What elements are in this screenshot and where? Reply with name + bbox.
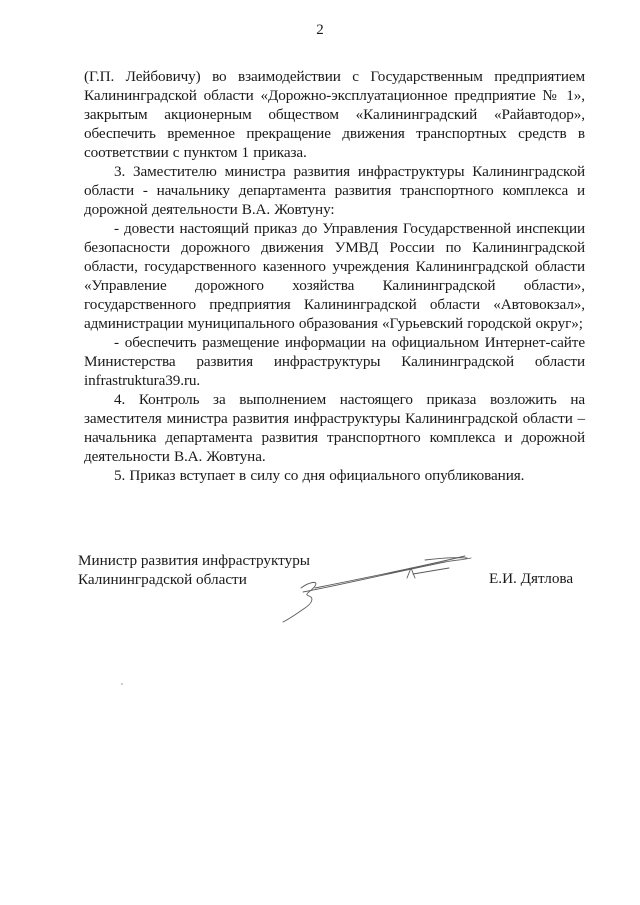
signatory-title-line-1: Министр развития инфраструктуры: [78, 552, 311, 569]
signatory-title-line-2: Калининградской области: [78, 571, 247, 588]
paragraph-subitem-notify: - довести настоящий приказ до Управления Государственной инспекции безопасности дорожного движения УМВД России по Калининградской области, государственного казенного учреждения Калининградской области «Управление дорожного хозяйства Калининградской области», государственного предприятия Калининградской области «Автовокзал», администрации муниципального образования «Гурьевский городской округ»;: [84, 220, 585, 332]
paragraph-item-4: 4. Контроль за выполнением настоящего приказа возложить на заместителя министра развития инфраструктуры Калининградской области – начальника департамента развития транспортного комплекса и дорожной деятельности В.А. Жовтуна.: [84, 391, 585, 465]
paragraph-item-3: 3. Заместителю министра развития инфраструктуры Калининградской области - начальнику департамента развития транспортного комплекса и дорожной деятельности В.А. Жовтуну:: [84, 163, 585, 218]
paragraph-continuation: (Г.П. Лейбовичу) во взаимодействии с Государственным предприятием Калининградской области «Дорожно-эксплуатационное предприятие № 1», закрытым акционерным обществом «Калининградский «Райавтодор», обеспечить временное прекращение движения транспортных средств в соответствии с пунктом 1 приказа.: [84, 68, 585, 161]
scan-speck: [121, 683, 123, 685]
document-body: [84, 67, 585, 485]
paragraph-subitem-publish: - обеспечить размещение информации на официальном Интернет-сайте Министерства развития инфраструктуры Калининградской области infrastruktura39.ru.: [84, 334, 585, 389]
handwritten-signature-icon: [275, 548, 475, 628]
page-number: 2: [316, 22, 324, 38]
signatory-name: Е.И. Дятлова: [489, 570, 574, 587]
paragraph-item-5: 5. Приказ вступает в силу со дня официального опубликования.: [114, 467, 525, 484]
